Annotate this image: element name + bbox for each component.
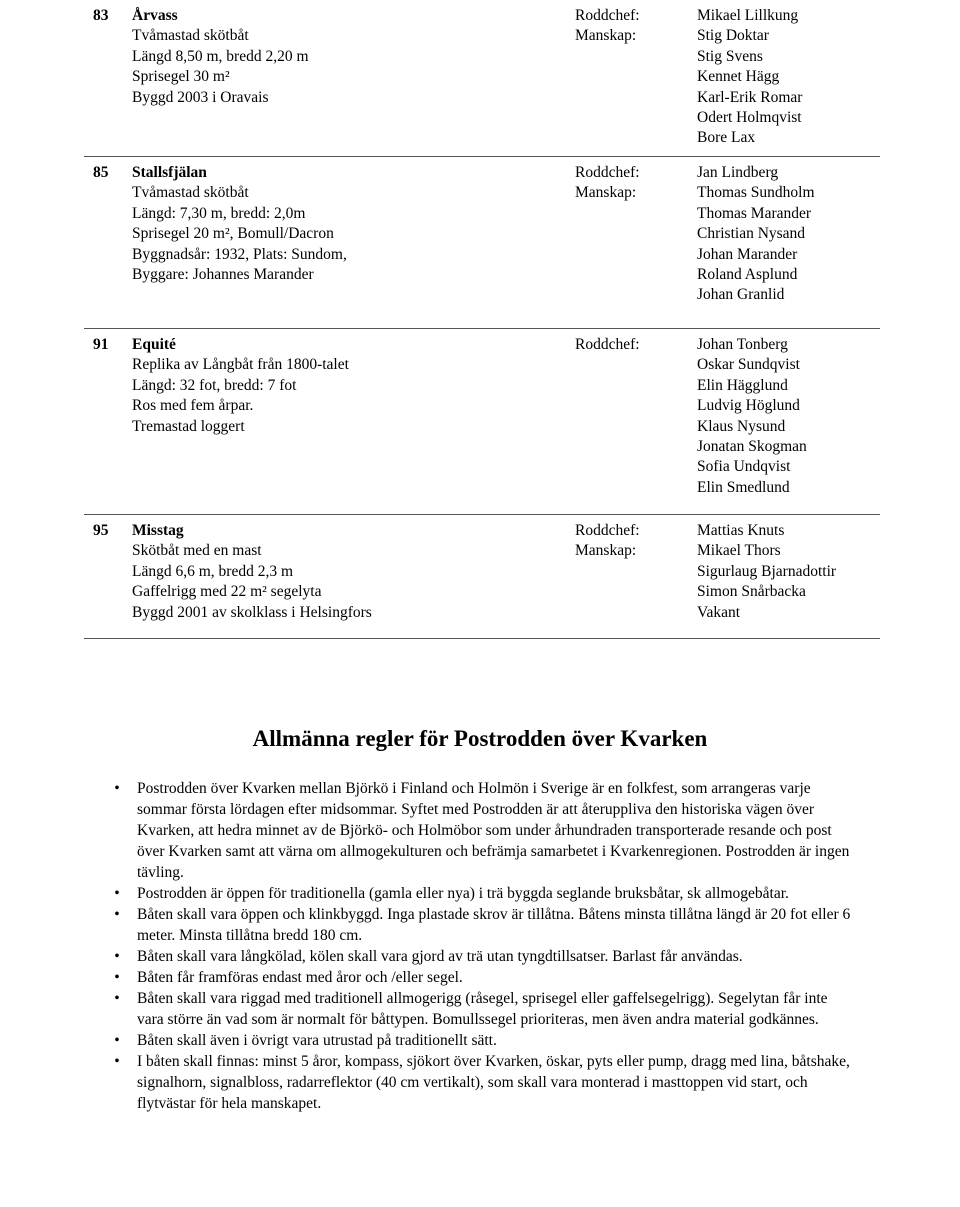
crew-member: Johan Tonberg bbox=[697, 336, 788, 353]
boat-entry bbox=[84, 329, 880, 515]
rule-text: Båten får framföras endast med åror och /eller segel. bbox=[137, 969, 463, 986]
boat-detail: Replika av Långbåt från 1800-talet bbox=[132, 356, 349, 374]
boat-name: Misstag bbox=[132, 522, 184, 539]
boat-detail: Längd: 32 fot, bredd: 7 fot bbox=[132, 376, 297, 394]
bullet-icon: • bbox=[114, 780, 120, 797]
crew-member: Klaus Nysund bbox=[697, 417, 786, 435]
crew-member: Karl-Erik Romar bbox=[697, 88, 803, 106]
role-label: Roddchef: bbox=[575, 7, 640, 24]
rule-item bbox=[112, 988, 852, 1030]
crew-member: Mikael Thors bbox=[697, 542, 781, 560]
boat-crew bbox=[697, 6, 897, 149]
boat-detail: Tvåmastad skötbåt bbox=[132, 27, 249, 45]
rules-title: Allmänna regler för Postrodden över Kvarken bbox=[252, 726, 708, 751]
rule-item bbox=[112, 1051, 852, 1114]
boat-detail: Byggnadsår: 1932, Plats: Sundom, bbox=[132, 245, 347, 263]
bullet-icon: • bbox=[114, 906, 120, 923]
rules-list bbox=[112, 778, 852, 1114]
bullet-icon: • bbox=[114, 948, 120, 965]
crew-member: Elin Smedlund bbox=[697, 478, 790, 496]
bullet-icon: • bbox=[114, 990, 120, 1007]
boat-list bbox=[84, 0, 880, 639]
bullet-icon: • bbox=[114, 1053, 120, 1070]
rule-text: Båten skall vara långkölad, kölen skall vara gjord av trä utan tyngdtillsatser. Barlast får användas. bbox=[137, 948, 743, 965]
boat-crew bbox=[697, 335, 897, 498]
bullet-icon: • bbox=[114, 885, 120, 902]
crew-member: Stig Svens bbox=[697, 47, 763, 65]
boat-number: 95 bbox=[93, 522, 109, 539]
rule-item bbox=[112, 946, 852, 967]
boat-detail: Tvåmastad skötbåt bbox=[132, 184, 249, 202]
boat-detail: Längd 8,50 m, bredd 2,20 m bbox=[132, 47, 309, 65]
crew-member: Johan Granlid bbox=[697, 286, 785, 304]
crew-member: Bore Lax bbox=[697, 129, 756, 147]
crew-member: Elin Hägglund bbox=[697, 376, 788, 394]
role-label: Roddchef: bbox=[575, 164, 640, 181]
boat-entry bbox=[84, 157, 880, 329]
boat-crew bbox=[697, 521, 897, 623]
boat-detail: Längd 6,6 m, bredd 2,3 m bbox=[132, 562, 294, 580]
crew-member: Mikael Lillkung bbox=[697, 7, 799, 24]
boat-info bbox=[132, 163, 552, 285]
boat-detail: Skötbåt med en mast bbox=[132, 542, 262, 560]
rule-item bbox=[112, 967, 852, 988]
boat-detail: Längd: 7,30 m, bredd: 2,0m bbox=[132, 204, 306, 222]
boat-detail: Ros med fem årpar. bbox=[132, 397, 254, 415]
rule-item bbox=[112, 1030, 852, 1051]
boat-info bbox=[132, 335, 552, 437]
crew-member: Sigurlaug Bjarnadottir bbox=[697, 562, 837, 580]
bullet-icon: • bbox=[114, 1032, 120, 1049]
rule-text: Postrodden är öppen för traditionella (gamla eller nya) i trä byggda seglande bruksbåtar, sk allmogebåtar. bbox=[137, 885, 789, 902]
crew-member: Thomas Marander bbox=[697, 204, 812, 222]
boat-entry bbox=[84, 0, 880, 157]
boat-number: 83 bbox=[93, 7, 109, 24]
crew-member: Oskar Sundqvist bbox=[697, 356, 800, 374]
crew-member: Thomas Sundholm bbox=[697, 184, 815, 202]
role-label: Manskap: bbox=[575, 542, 637, 560]
crew-member: Odert Holmqvist bbox=[697, 109, 802, 127]
boat-entry bbox=[84, 515, 880, 639]
rule-item bbox=[112, 883, 852, 904]
crew-member: Kennet Hägg bbox=[697, 68, 780, 86]
boat-roles bbox=[575, 6, 675, 47]
boat-name: Equité bbox=[132, 336, 176, 353]
bullet-icon: • bbox=[114, 969, 120, 986]
crew-member: Sofia Undqvist bbox=[697, 458, 791, 476]
boat-name: Årvass bbox=[132, 7, 178, 24]
crew-member: Mattias Knuts bbox=[697, 522, 785, 539]
boat-roles bbox=[575, 335, 675, 355]
boat-roles bbox=[575, 521, 675, 562]
boat-detail: Byggare: Johannes Marander bbox=[132, 266, 314, 284]
rule-text: I båten skall finnas: minst 5 åror, kompass, sjökort över Kvarken, öskar, pyts eller pump, dragg med lina, båtshake, signalhorn, signalbloss, radarreflektor (40 cm vertikalt), som skall vara monterad i masttoppen vid start, och flytvästar för hela manskapet. bbox=[137, 1053, 850, 1112]
boat-roles bbox=[575, 163, 675, 204]
crew-member: Simon Snårbacka bbox=[697, 583, 806, 601]
boat-name: Stallsfjälan bbox=[132, 164, 207, 181]
rule-text: Båten skall även i övrigt vara utrustad på traditionellt sätt. bbox=[137, 1032, 497, 1049]
crew-member: Stig Doktar bbox=[697, 27, 769, 45]
role-label: Roddchef: bbox=[575, 336, 640, 353]
boat-number: 85 bbox=[93, 164, 109, 181]
boat-number: 91 bbox=[93, 336, 109, 353]
rule-item bbox=[112, 778, 852, 883]
boat-detail: Sprisegel 20 m², Bomull/Dacron bbox=[132, 225, 334, 243]
role-label: Manskap: bbox=[575, 184, 637, 202]
crew-member: Vakant bbox=[697, 603, 741, 621]
boat-detail: Byggd 2003 i Oravais bbox=[132, 88, 269, 106]
boat-detail: Tremastad loggert bbox=[132, 417, 245, 435]
crew-member: Johan Marander bbox=[697, 245, 798, 263]
crew-member: Christian Nysand bbox=[697, 225, 806, 243]
boat-crew bbox=[697, 163, 897, 306]
boat-detail: Gaffelrigg med 22 m² segelyta bbox=[132, 583, 322, 601]
crew-member: Jonatan Skogman bbox=[697, 438, 807, 456]
boat-detail: Byggd 2001 av skolklass i Helsingfors bbox=[132, 603, 372, 621]
rule-text: Båten skall vara öppen och klinkbyggd. Inga plastade skrov är tillåtna. Båtens minsta tillåtna längd är 20 fot eller 6 meter. Minsta tillåtna bredd 180 cm. bbox=[137, 906, 851, 944]
role-label: Roddchef: bbox=[575, 522, 640, 539]
boat-detail: Sprisegel 30 m² bbox=[132, 68, 230, 86]
crew-member: Ludvig Höglund bbox=[697, 397, 800, 415]
rule-text: Båten skall vara riggad med traditionell allmogerigg (råsegel, sprisegel eller gaffelsegelrigg). Segelytan får inte vara större än vad som är normalt för båttypen. Bomullssegel prioriteras, men även andra material godkännes. bbox=[137, 990, 828, 1028]
crew-member: Jan Lindberg bbox=[697, 164, 779, 181]
role-label: Manskap: bbox=[575, 27, 637, 45]
boat-info bbox=[132, 6, 552, 108]
rule-text: Postrodden över Kvarken mellan Björkö i Finland och Holmön i Sverige är en folkfest, som arrangeras varje sommar första lördagen efter midsommar. Syftet med Postrodden är att återuppliva den historiska vägen över Kvarken, att hedra minnet av de Björkö- och Holmöbor som under århundraden transporterade resande och post över Kvarken samt att värna om allmogekulturen och befrämja samarbetet i Kvarkenregionen. Postrodden är ingen tävling. bbox=[137, 780, 850, 881]
rule-item bbox=[112, 904, 852, 946]
crew-member: Roland Asplund bbox=[697, 266, 798, 284]
boat-info bbox=[132, 521, 552, 623]
